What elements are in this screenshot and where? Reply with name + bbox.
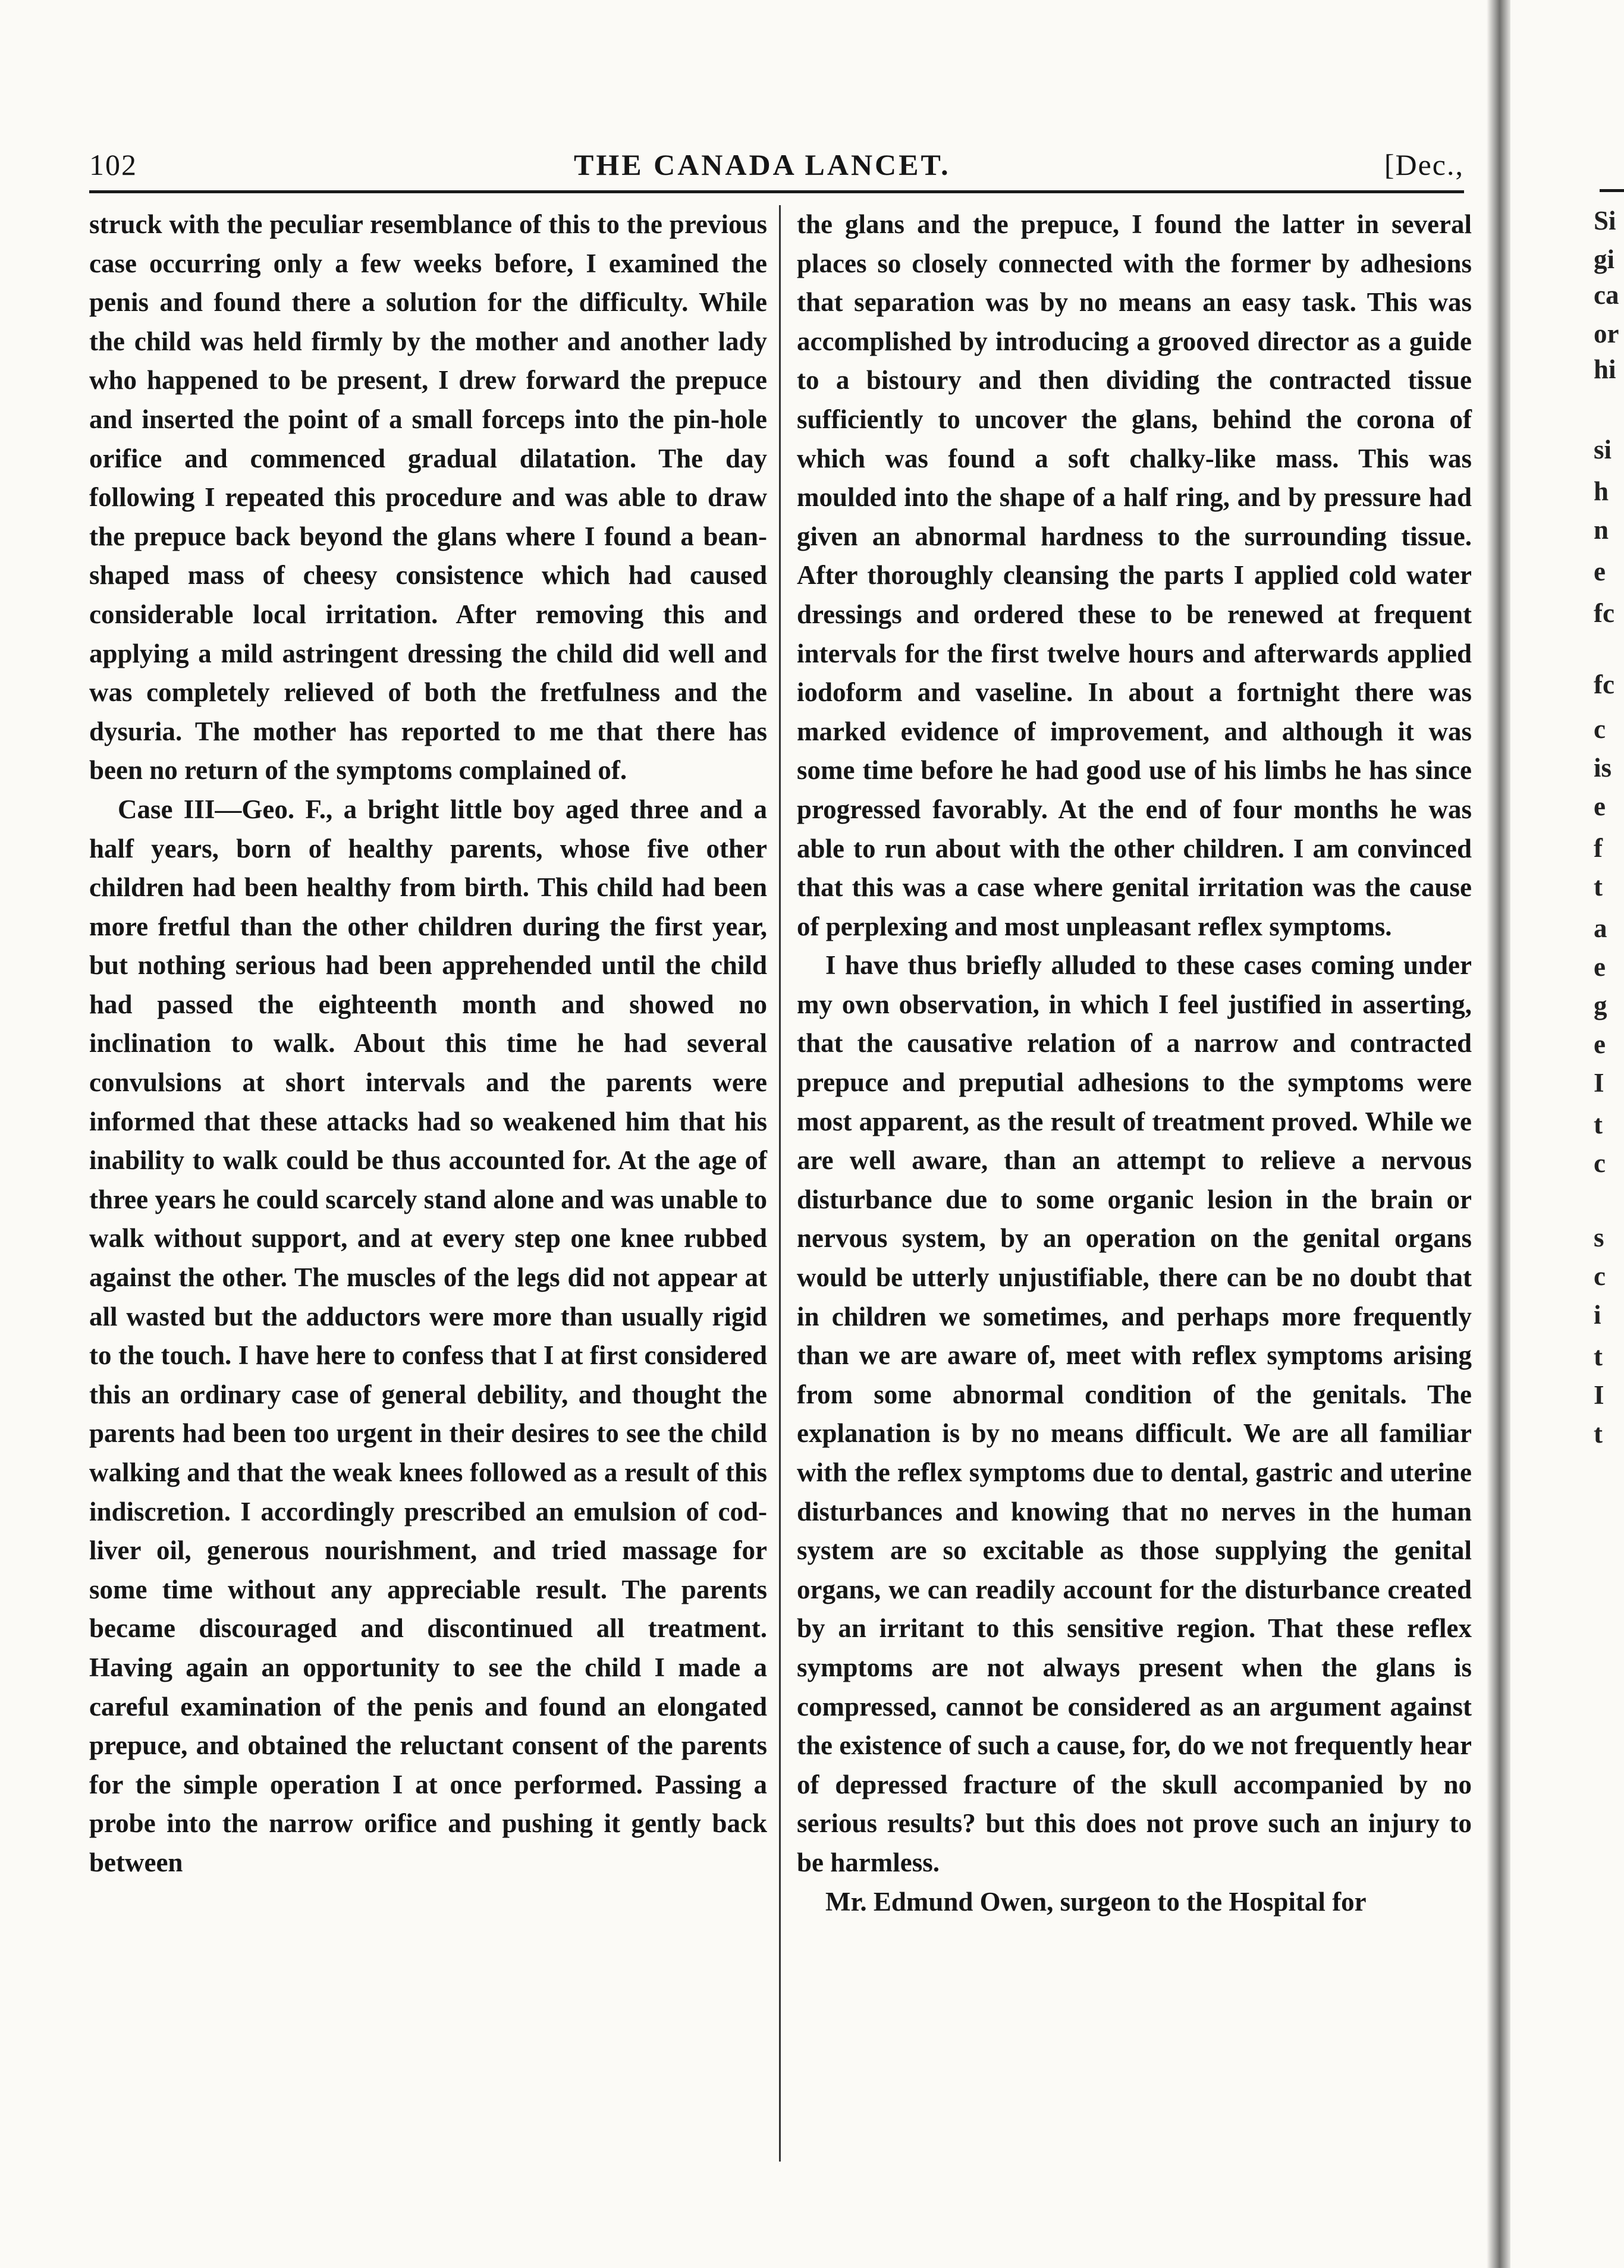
column-divider	[779, 205, 781, 2162]
facing-page-letter: Si	[1594, 206, 1616, 235]
running-header	[89, 143, 1464, 196]
issue-month: [Dec.,	[1384, 148, 1464, 181]
facing-page-letter: t	[1594, 1342, 1603, 1371]
facing-page-letter: e	[1594, 557, 1606, 586]
facing-page-letter: h	[1594, 476, 1609, 506]
facing-page-letter: t	[1594, 872, 1603, 901]
facing-page-letter: c	[1594, 1148, 1606, 1178]
facing-page-letter: c	[1594, 714, 1606, 744]
facing-page-rule	[1600, 189, 1624, 192]
facing-page-letter: e	[1594, 952, 1606, 982]
header-rule	[89, 190, 1464, 193]
facing-page-letter: fc	[1594, 670, 1614, 699]
facing-page-letter: gi	[1594, 244, 1615, 274]
left-paragraph-1: struck with the peculiar resemblance of this to the previous case occurring only a few weeks before, I examined the penis and found there a solution for the difficulty. While the child was held firmly by the mother and another lady who happened to be present, I drew forward the prepuce and inserted the point of a small forceps into the pin-hole orifice and commenced gradual dilatation. The day following I repeated this procedure and was able to draw the prepuce back beyond the glans where I found a bean-shaped mass of cheesy consistence which had caused considerable local irritation. After removing this and applying a mild astringent dressing the child did well and was completely relieved of both the fretfulness and the dysuria. The mother has reported to me that there has been no return of the symptoms complained of.	[89, 209, 767, 786]
facing-page-letter: is	[1594, 753, 1612, 783]
facing-page-letter: a	[1594, 913, 1607, 943]
page-number: 102	[89, 148, 137, 181]
right-column	[797, 205, 1472, 1921]
facing-page-letter: t	[1594, 1419, 1603, 1449]
facing-page-letter: n	[1594, 515, 1609, 545]
facing-page-letter: si	[1594, 435, 1612, 464]
facing-page-letter: or	[1594, 319, 1619, 348]
facing-page-letter: I	[1594, 1068, 1604, 1098]
right-paragraph-3: Mr. Edmund Owen, surgeon to the Hospital for	[825, 1886, 1367, 1917]
right-paragraph-2: I have thus briefly alluded to these cases coming under my own observation, in which I feel justified in asserting, that the causative relation of a narrow and contracted prepuce and preputial adhesions to the symptoms were most apparent, as the result of treatment proved. While we are well aware, than an attempt to relieve a nervous disturbance due to some organic lesion in the brain or nervous system, by an operation on the genital organs would be utterly unjustifiable, there can be no doubt that in children we sometimes, and perhaps more frequently than we are aware of, meet with reflex symptoms arising from some abnormal condition of the genitals. The explanation is by no means difficult. We are all familiar with the reflex symptoms due to dental, gastric and uterine disturbances and knowing that no nerves in the human system are so excitable as those supplying the genital organs, we can readily account for the disturbance created by an irritant to this sensitive region. That these reflex symptoms are not always present when the glans is compressed, cannot be considered as an argument against the existence of such a cause, for, do we not frequently hear of depressed fracture of the skull accompanied by no serious results? but this does not prove such an injury to be harmless.	[797, 950, 1472, 1877]
facing-page-letter: t	[1594, 1110, 1603, 1139]
facing-page-letter: s	[1594, 1223, 1604, 1252]
facing-page-letter: ca	[1594, 280, 1619, 310]
facing-page-letter: f	[1594, 833, 1603, 863]
book-binding-shadow	[1487, 0, 1510, 2268]
facing-page-letter: fc	[1594, 598, 1614, 628]
journal-title: THE CANADA LANCET.	[574, 148, 951, 181]
facing-page-letter: hi	[1594, 354, 1616, 384]
facing-page-letter: c	[1594, 1261, 1606, 1291]
facing-page-letter: g	[1594, 991, 1607, 1020]
facing-page-letter: e	[1594, 1029, 1606, 1059]
facing-page-letter: i	[1594, 1300, 1601, 1330]
left-paragraph-case-iii: Case III—Geo. F., a bright little boy aged three and a half years, born of healthy parents, whose five other children had been healthy from birth. This child had been more fretful than the other children during the first year, but nothing serious had been apprehended until the child had passed the eighteenth month and showed no inclination to walk. About this time he had several convulsions at short intervals and the parents were informed that these attacks had so weakened him that his inability to walk could be thus accounted for. At the age of three years he could scarcely stand alone and was unable to walk without support, and at every step one knee rubbed against the other. The muscles of the legs did not appear at all wasted but the adductors were more than usually rigid to the touch. I have here to confess that I at first considered this an ordinary case of general debility, and thought the parents had been too urgent in their desires to see the child walking and that the weak knees followed as a result of this indiscretion. I accordingly prescribed an emulsion of cod-liver oil, generous nourishment, and tried massage for some time without any appreciable result. The parents became discouraged and discontinued all treatment. Having again an opportunity to see the child I made a careful examination of the penis and found an elongated prepuce, and obtained the reluctant consent of the parents for the simple operation I at once performed. Passing a probe into the narrow orifice and pushing it gently back between	[89, 794, 767, 1877]
facing-page-letter: I	[1594, 1380, 1604, 1410]
facing-page-letter: e	[1594, 791, 1606, 821]
left-column	[89, 205, 767, 1883]
right-paragraph-1: the glans and the prepuce, I found the latter in several places so closely connected with the former by adhesions that separation was by no means an easy task. This was accomplished by introducing a grooved director as a guide to a bistoury and then dividing the contracted tissue sufficiently to uncover the glans, behind the corona of which was found a soft chalky-like mass. This was moulded into the shape of a half ring, and by pressure had given an abnormal hardness to the surrounding tissue. After thoroughly cleansing the parts I applied cold water dressings and ordered these to be renewed at frequent intervals for the first twelve hours and afterwards applied iodoform and vaseline. In about a fortnight there was marked evidence of improvement, and although it was some time before he had good use of his limbs he has since progressed favorably. At the end of four months he was able to run about with the other children. I am convinced that this was a case where genital irritation was the cause of perplexing and most unpleasant reflex symptoms.	[797, 209, 1472, 941]
